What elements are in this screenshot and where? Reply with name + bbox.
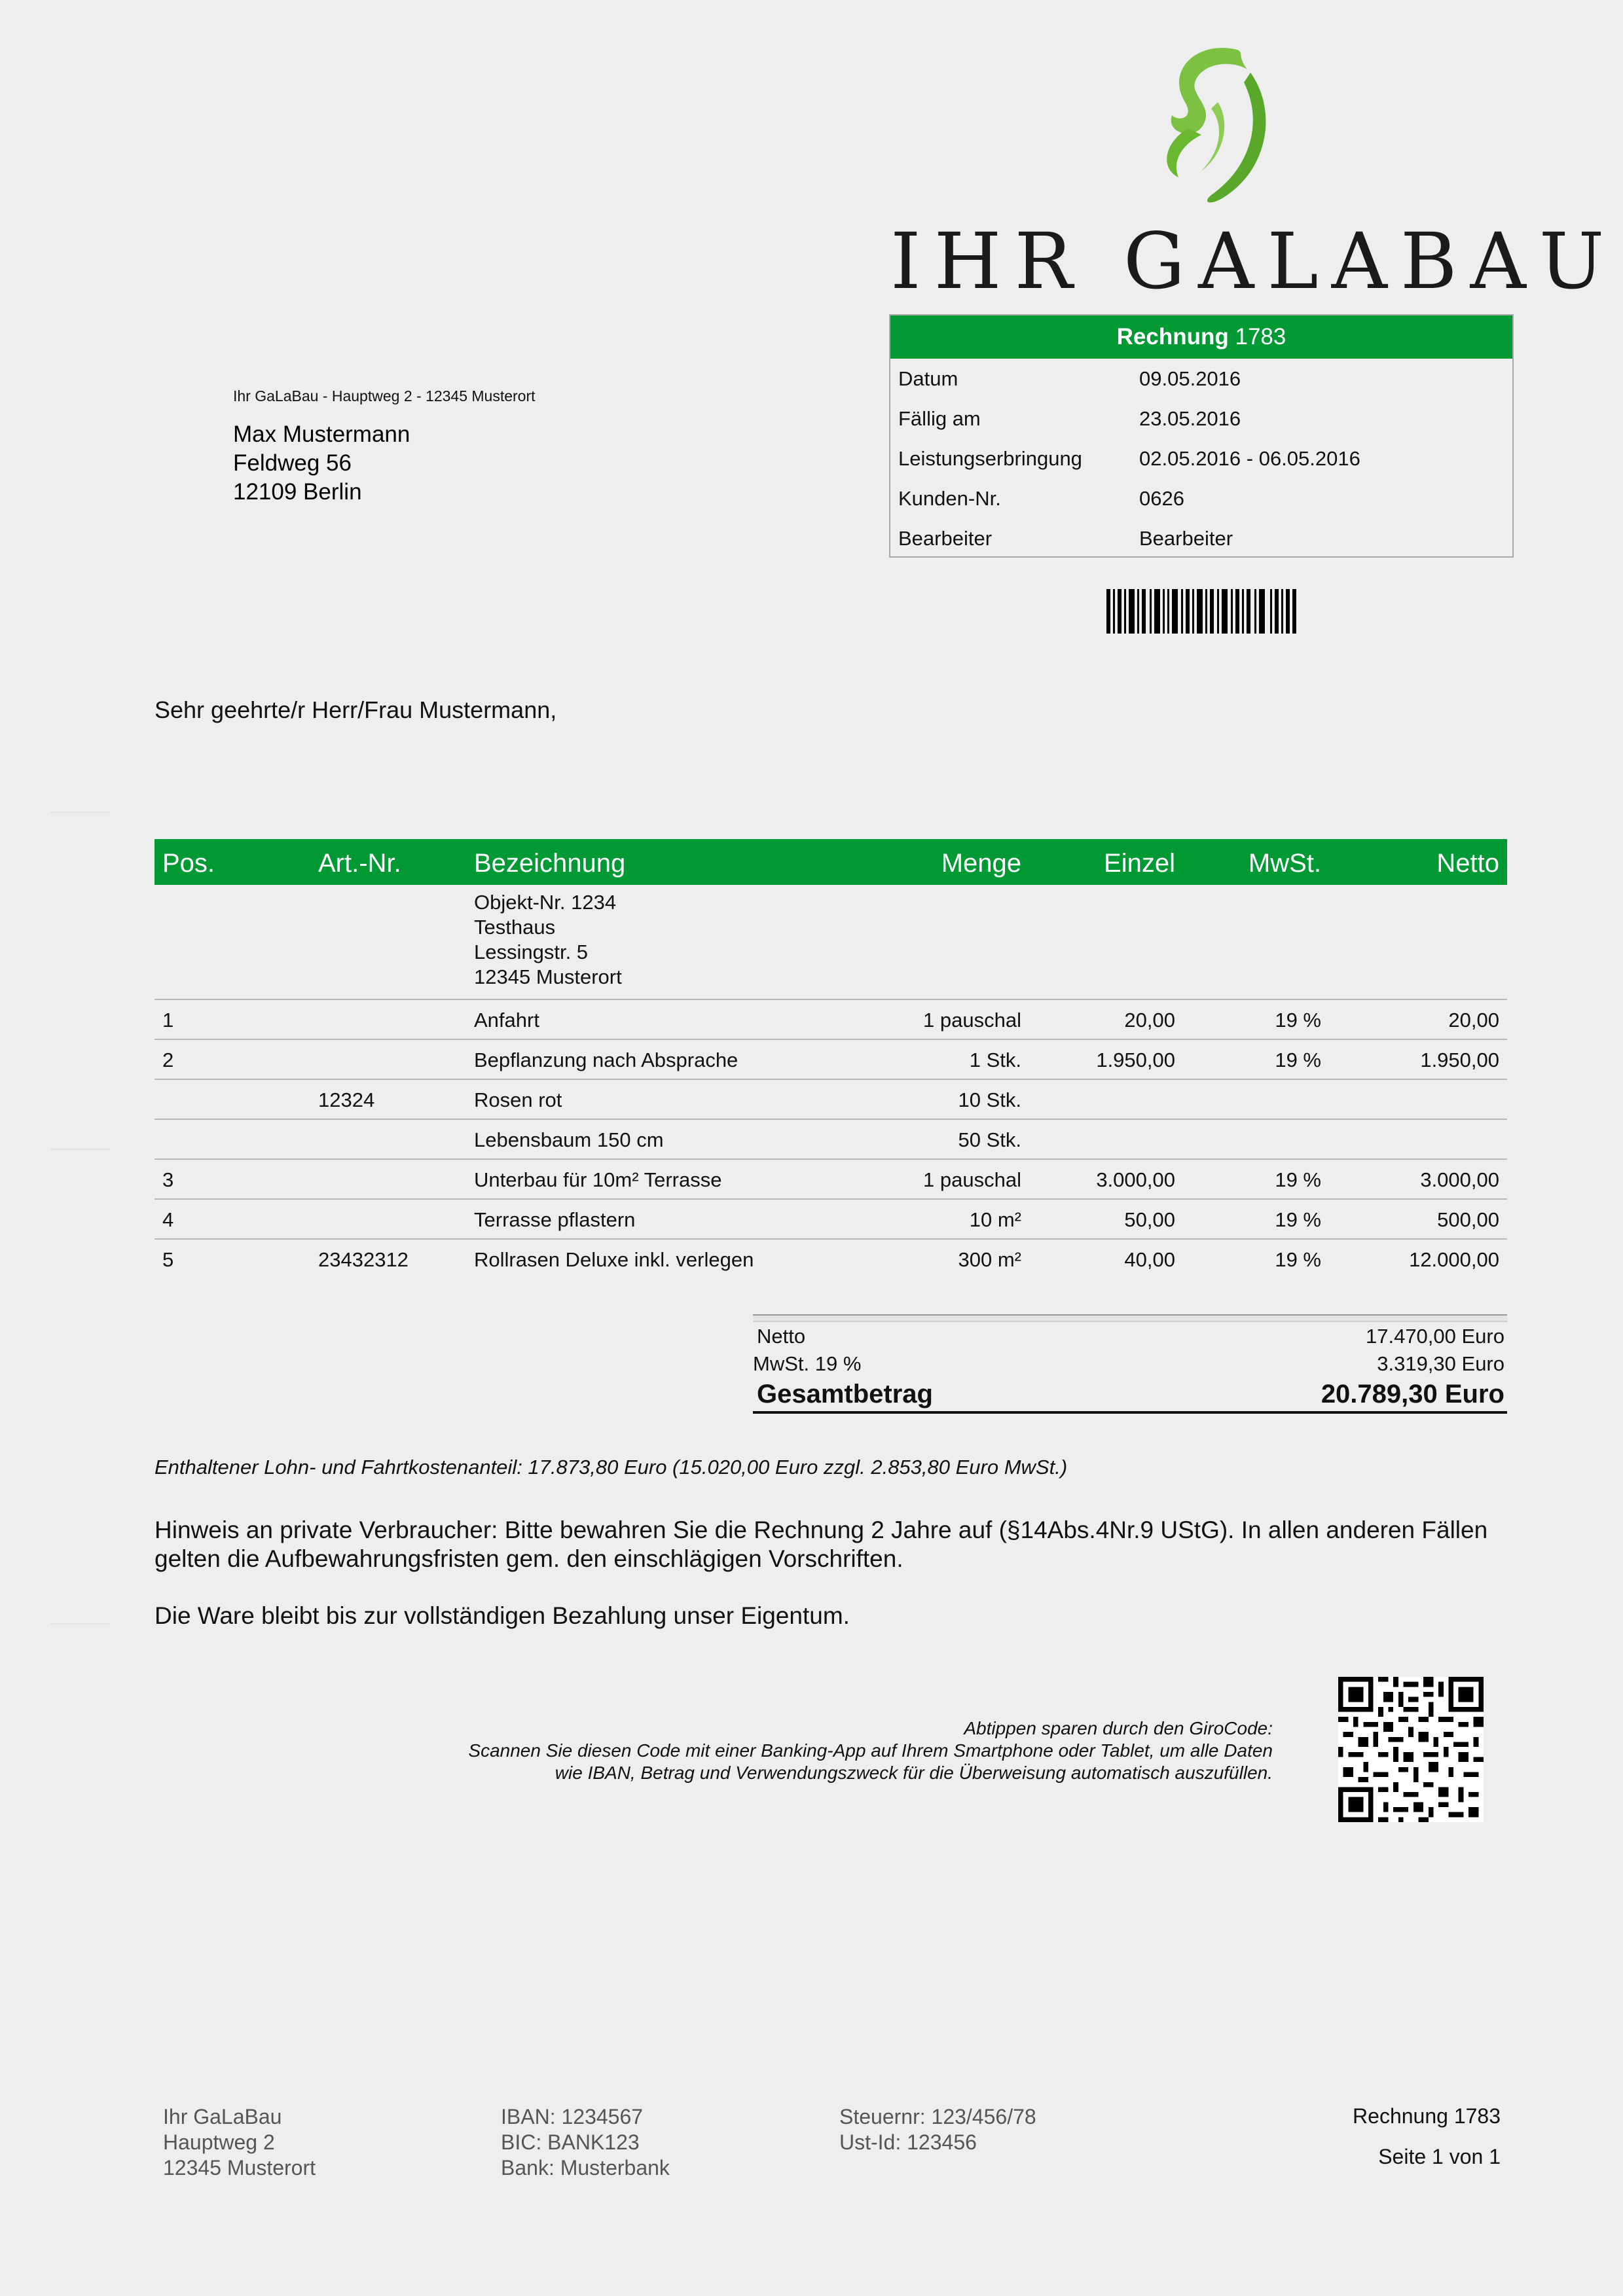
cell-pos: 1: [162, 1009, 174, 1031]
cell-mwst: 19 %: [1275, 1208, 1321, 1231]
invoice-title: [890, 315, 1512, 359]
header-art: Art.-Nr.: [318, 849, 401, 878]
cell-netto: 12.000,00: [1409, 1248, 1499, 1271]
table-row: [155, 1120, 1507, 1160]
object-row: [155, 885, 1507, 1000]
retention-note: Die Ware bleibt bis zur vollständigen Bezahlung unser Eigentum.: [155, 1602, 850, 1629]
cell-netto: 500,00: [1437, 1208, 1499, 1231]
cell-menge: 10 Stk.: [958, 1088, 1021, 1111]
meta-value: 0626: [1139, 487, 1184, 510]
cell-pos: 5: [162, 1248, 174, 1271]
meta-row-bearbeiter: [890, 518, 1512, 558]
cell-menge: 1 pauschal: [923, 1168, 1021, 1191]
table-row: [155, 1040, 1507, 1080]
totals-block: [753, 1314, 1507, 1414]
cell-einzel: 3.000,00: [1096, 1168, 1175, 1191]
table-row: [155, 1080, 1507, 1120]
footer-line: Bank: Musterbank: [501, 2156, 670, 2179]
meta-label: Kunden-Nr.: [898, 487, 1001, 510]
girocode-line: Scannen Sie diesen Code mit einer Banking-App auf Ihrem Smartphone oder Tablet, um alle Daten: [468, 1740, 1273, 1761]
netto-value: 17.470,00 Euro: [1365, 1325, 1504, 1348]
totals-grand-row: [753, 1377, 1507, 1414]
cell-bez: Unterbau für 10m² Terrasse: [474, 1168, 722, 1191]
table-row: [155, 1200, 1507, 1240]
cell-einzel: 1.950,00: [1096, 1049, 1175, 1071]
cell-menge: 1 Stk.: [969, 1049, 1021, 1071]
recipient-city: 12109 Berlin: [233, 479, 362, 505]
meta-label: Fällig am: [898, 407, 981, 430]
object-line: 12345 Musterort: [474, 965, 622, 988]
cell-pos: 3: [162, 1168, 174, 1191]
cell-art: 12324: [318, 1088, 375, 1111]
cell-bez: Lebensbaum 150 cm: [474, 1128, 664, 1151]
fold-mark: [51, 1149, 110, 1150]
netto-label: Netto: [757, 1325, 806, 1348]
header-pos: Pos.: [162, 849, 215, 878]
cell-mwst: 19 %: [1275, 1049, 1321, 1071]
header-einzel: Einzel: [1104, 849, 1175, 878]
fold-mark: [51, 812, 110, 813]
grand-total-label: Gesamtbetrag: [757, 1380, 933, 1408]
footer-line: Hauptweg 2: [163, 2130, 275, 2154]
meta-row-leistung: [890, 439, 1512, 478]
object-line: Testhaus: [474, 916, 556, 939]
barcode-icon: [1106, 589, 1296, 634]
footer-line: Ust-Id: 123456: [839, 2130, 977, 2154]
mwst-label: MwSt. 19 %: [753, 1352, 862, 1375]
cell-bez: Terrasse pflastern: [474, 1208, 636, 1231]
cell-bez: Rosen rot: [474, 1088, 562, 1111]
footer-invoice-ref: Rechnung 1783: [1353, 2104, 1501, 2128]
cell-netto: 1.950,00: [1420, 1049, 1499, 1071]
consumer-note: Hinweis an private Verbraucher: Bitte bewahren Sie die Rechnung 2 Jahre auf (§14Abs.4Nr.9 UStG). In allen anderen Fällen gelten die Aufbewahrungsfristen gem. den einschlägigen Vorschriften.: [155, 1516, 1488, 1572]
meta-row-datum: [890, 359, 1512, 399]
totals-netto-row: [753, 1322, 1507, 1351]
header-mwst: MwSt.: [1248, 849, 1321, 878]
mwst-value: 3.319,30 Euro: [1377, 1352, 1504, 1375]
qr-code-icon: [1338, 1677, 1484, 1822]
cell-netto: 3.000,00: [1420, 1168, 1499, 1191]
invoice-title-label: Rechnung: [1116, 324, 1229, 350]
meta-value: Bearbeiter: [1139, 527, 1233, 550]
fold-mark: [51, 1623, 110, 1624]
items-table: [155, 839, 1507, 1278]
footer-line: 12345 Musterort: [163, 2156, 316, 2179]
meta-value: 02.05.2016 - 06.05.2016: [1139, 447, 1360, 470]
girocode-text: [468, 1717, 1273, 1784]
cell-pos: 4: [162, 1208, 174, 1231]
header-bez: Bezeichnung: [474, 849, 626, 878]
meta-label: Leistungserbringung: [898, 447, 1082, 470]
footer-line: Steuernr: 123/456/78: [839, 2105, 1036, 2128]
cell-netto: 20,00: [1448, 1009, 1499, 1031]
header-netto: Netto: [1436, 849, 1499, 878]
object-address: [474, 890, 622, 990]
meta-label: Datum: [898, 367, 958, 390]
table-row: [155, 1240, 1507, 1278]
totals-mwst-row: [753, 1351, 1507, 1377]
wage-cost-note: Enthaltener Lohn- und Fahrtkostenanteil: 17.873,80 Euro (15.020,00 Euro zzgl. 2.853,80 Euro MwSt.): [155, 1456, 1068, 1479]
cell-menge: 10 m²: [969, 1208, 1021, 1231]
meta-row-faellig: [890, 399, 1512, 439]
invoice-meta-box: [889, 314, 1514, 558]
recipient-name: Max Mustermann: [233, 422, 410, 447]
table-header: [155, 839, 1507, 885]
brand-name: IHR GALABAU: [890, 216, 1618, 306]
girocode-line: Abtippen sparen durch den GiroCode:: [964, 1718, 1273, 1738]
cell-einzel: 40,00: [1124, 1248, 1175, 1271]
cell-menge: 50 Stk.: [958, 1128, 1021, 1151]
object-line: Lessingstr. 5: [474, 941, 589, 963]
table-row: [155, 1000, 1507, 1040]
cell-einzel: 20,00: [1124, 1009, 1175, 1031]
header-menge: Menge: [941, 849, 1021, 878]
cell-einzel: 50,00: [1124, 1208, 1175, 1231]
cell-menge: 300 m²: [958, 1248, 1021, 1271]
recipient-street: Feldweg 56: [233, 450, 352, 476]
footer-tax: [839, 2104, 1036, 2155]
cell-mwst: 19 %: [1275, 1009, 1321, 1031]
table-row: [155, 1160, 1507, 1200]
footer-line: Ihr GaLaBau: [163, 2105, 282, 2128]
object-line: Objekt-Nr. 1234: [474, 891, 617, 914]
girocode-line: wie IBAN, Betrag und Verwendungszweck für die Überweisung automatisch auszufüllen.: [555, 1763, 1273, 1783]
leaf-logo-icon: [1139, 43, 1270, 207]
cell-menge: 1 pauschal: [923, 1009, 1021, 1031]
footer-bank: [501, 2104, 670, 2181]
footer-page-number: Seite 1 von 1: [1378, 2145, 1501, 2168]
cell-art: 23432312: [318, 1248, 409, 1271]
meta-value: 09.05.2016: [1139, 367, 1241, 390]
cell-mwst: 19 %: [1275, 1248, 1321, 1271]
recipient-address: [233, 420, 410, 507]
footer-company: [163, 2104, 316, 2181]
meta-row-kunden: [890, 478, 1512, 518]
sender-line: Ihr GaLaBau - Hauptweg 2 - 12345 Musterort: [233, 387, 536, 404]
totals-divider: [753, 1314, 1507, 1322]
meta-label: Bearbeiter: [898, 527, 993, 550]
invoice-number: 1783: [1235, 324, 1286, 350]
cell-bez: Bepflanzung nach Absprache: [474, 1049, 739, 1071]
meta-value: 23.05.2016: [1139, 407, 1241, 430]
grand-total-value: 20.789,30 Euro: [1321, 1380, 1504, 1408]
cell-bez: Anfahrt: [474, 1009, 539, 1031]
cell-pos: 2: [162, 1049, 174, 1071]
cell-bez: Rollrasen Deluxe inkl. verlegen: [474, 1248, 754, 1271]
footer-line: IBAN: 1234567: [501, 2105, 644, 2128]
footer-line: BIC: BANK123: [501, 2130, 640, 2154]
salutation: Sehr geehrte/r Herr/Frau Mustermann,: [155, 696, 557, 723]
cell-mwst: 19 %: [1275, 1168, 1321, 1191]
